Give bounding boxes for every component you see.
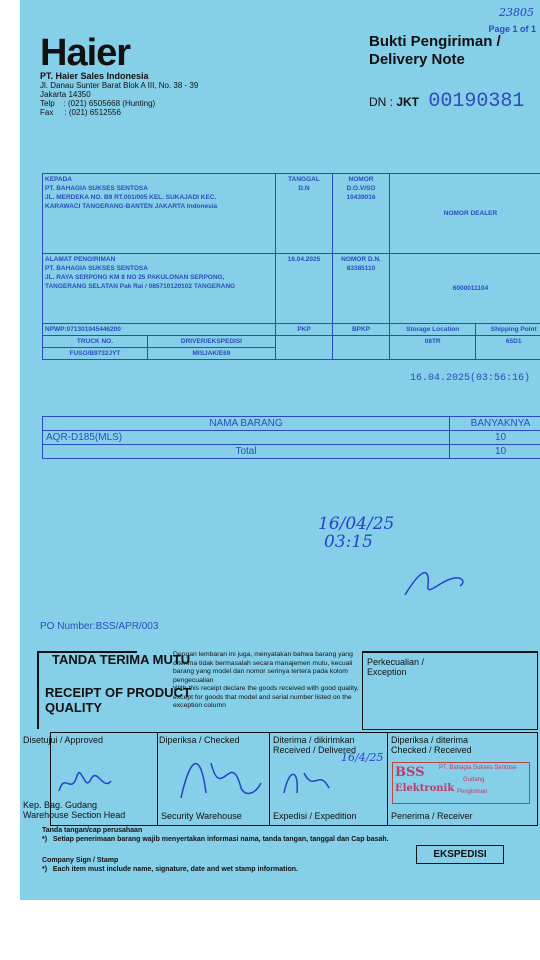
receipt-title-en-2: QUALITY (45, 700, 103, 715)
signature-scribble (400, 560, 470, 600)
truck-driver-cell (43, 336, 276, 360)
shipping-point-value: 65D1 (476, 336, 540, 360)
handwritten-date-time (318, 515, 394, 551)
receipt-text-id: Dengan lembaran ini juga, menyatakan bahwa barang yang diterima tidak bermasalah secara manajemen mutu, kecuali barang yang model dan nomor serinya tertera pada kolom pengecualian (173, 651, 353, 684)
copy-label-ekspedisi: EKSPEDISI (416, 845, 504, 864)
goods-total-value: 10 (450, 445, 540, 459)
dealer-number-value: 6000011104 (390, 254, 540, 324)
footer-line-2: *) Setiap penerimaan barang wajib menyertakan informasi nama, tanda tangan, tanggal dan Cap basah. (42, 836, 389, 843)
footer-notes (42, 826, 389, 874)
dn-number: 00190381 (428, 90, 525, 113)
so-number-value: 10439016 (346, 194, 376, 201)
ship-address-1: JL. RAYA SERPONG KM 8 NO 25 PAKULONAN SERPONG, (45, 274, 225, 281)
dealer-number-header: NOMOR DEALER (390, 174, 540, 254)
title-line-2: Delivery Note (369, 51, 465, 68)
npwp: NPWP:071301945446200 (43, 324, 276, 336)
footer-line-4: *) Each item must include name, signature, date and wet stamp information. (42, 866, 298, 873)
title-line-1: Bukti Pengiriman / (369, 33, 501, 50)
handwritten-time: 03:15 (324, 532, 373, 552)
checked-received-1: Diperiksa / diterima (391, 735, 469, 745)
stamp-bss: BSS (395, 765, 425, 780)
warehouse-label-2: Warehouse Section Head (23, 810, 126, 820)
handwritten-number: 23805 (499, 6, 534, 19)
nomor-dn-label: NOMOR D.N. (341, 256, 381, 263)
exception-box (362, 651, 538, 730)
ship-address-2: TANGERANG SELATAN Pak Rai / 085710120102 TANGERANG (45, 283, 236, 290)
company-address-2: Jakarta 14350 (40, 90, 91, 99)
nomor-label: NOMOR (348, 176, 374, 183)
goods-name-header: NAMA BARANG (43, 417, 450, 431)
goods-item-qty: 10 (450, 431, 540, 445)
shipping-address-cell (43, 254, 276, 324)
dn-label: DN : (369, 95, 393, 109)
security-label: Security Warehouse (161, 811, 242, 821)
po-number: PO Number:BSS/APR/003 (40, 621, 159, 632)
recipient-cell (43, 174, 276, 254)
driver-header: DRIVER/EKSPEDISI (147, 336, 275, 348)
storage-location-header: Storage Location (390, 324, 476, 336)
exception-label-1: Perkecualian / (367, 657, 425, 667)
recipient-name: PT. BAHAGIA SUKSES SENTOSA (45, 185, 148, 192)
checked-label: Diperiksa / Checked (159, 735, 240, 745)
handwritten-received-date: 16/4/25 (341, 751, 384, 764)
truck-header: TRUCK NO. (43, 336, 147, 348)
kepada-label: KEPADA (45, 176, 72, 183)
receipt-title-en-1: RECEIPT OF PRODUCT (45, 685, 191, 700)
goods-qty-header: BANYAKNYA (450, 417, 540, 431)
sig-divider-2 (269, 733, 270, 825)
exception-label (367, 657, 424, 677)
quality-receipt-box (32, 648, 372, 732)
company-stamp (392, 762, 530, 804)
so-number-cell (333, 174, 390, 254)
dn-branch: JKT (396, 95, 420, 109)
checked-received-label (391, 735, 472, 755)
do-so-label: D.O.V/SO (346, 185, 376, 192)
stamp-elektronik: Elektronik (395, 783, 455, 794)
storage-location-value: 08TR (390, 336, 476, 360)
pkp-header: PKP (276, 324, 333, 336)
driver-value: MISJAK/E69 (192, 350, 231, 357)
footer-line-3: Company Sign / Stamp (42, 857, 119, 864)
bpkp-header: BPKP (333, 324, 390, 336)
shipping-point-header: Shipping Point (476, 324, 540, 336)
warehouse-label-1: Kep. Bag. Gudang (23, 800, 98, 810)
expedisi-signature (279, 763, 339, 803)
dn-label-small: D.N (298, 185, 310, 192)
received-label-1: Diterima / dikirimkan (273, 735, 355, 745)
bpkp-value (333, 336, 390, 360)
approved-label: Disetujui / Approved (23, 735, 104, 745)
footer-line-1: Tanda tangan/cap perusahaan (42, 827, 143, 834)
exception-label-2: Exception (367, 667, 407, 677)
dn-date-header (276, 174, 333, 254)
print-timestamp: 16.04.2025(03:56:16) (409, 373, 530, 384)
receipt-title-id: TANDA TERIMA MUTU (52, 652, 191, 667)
recipient-address-1: JL. MERDEKA NO. B9 RT.001/005 KEL. SUKAJADI KEC. (45, 194, 217, 201)
tanggal-label: TANGGAL (288, 176, 320, 183)
receipt-title-en (45, 685, 191, 715)
receipt-text-en: With this receipt declare the goods received with good quality, except for goods that model and serial number listed on the exception column (173, 685, 359, 709)
goods-item-name: AQR-D185(MLS) (43, 431, 450, 445)
warehouse-signature (51, 751, 157, 806)
footer-spacer (42, 844, 389, 856)
expedisi-label: Expedisi / Expedition (273, 811, 357, 821)
recipient-address-2: KARAWACI TANGERANG-BANTEN JAKARTA Indonesia (45, 203, 218, 210)
company-fax: Fax : (021) 6512556 (40, 108, 121, 117)
stamp-company: PT. Bahagia Sukses Sentosa (439, 765, 517, 771)
company-info (40, 72, 198, 117)
page-indicator: Page 1 of 1 (488, 24, 536, 34)
company-address-1: Jl. Danau Sunter Barat Blok A III, No. 38 - 39 (40, 81, 199, 90)
haier-logo: Haier (40, 32, 131, 74)
goods-total-label: Total (43, 445, 450, 459)
nomor-dn-value: 83385110 (346, 265, 376, 272)
security-signature (161, 743, 267, 809)
receipt-bracket-left (37, 651, 39, 729)
checked-received-2: Checked / Received (391, 745, 472, 755)
dn-number-line (369, 90, 524, 113)
ship-label: ALAMAT PENGIRIMAN (45, 256, 116, 263)
sig-divider-1 (157, 733, 158, 825)
ship-name: PT. BAHAGIA SUKSES SENTOSA (45, 265, 148, 272)
dn-number-cell (333, 254, 390, 324)
sig-divider-3 (387, 733, 388, 825)
document-title (369, 33, 501, 69)
delivery-note-sheet (20, 0, 540, 900)
handwritten-date: 16/04/25 (318, 514, 395, 534)
truck-value: FUSO/B9732JYT (43, 348, 147, 360)
dn-date-value: 16.04.2025 (276, 254, 333, 324)
goods-table (42, 416, 540, 459)
stamp-pengiriman: Pengiriman (457, 789, 488, 795)
recipient-info-table (42, 173, 540, 360)
pkp-value (276, 336, 333, 360)
stamp-gudang: Gudang (463, 777, 485, 783)
receiver-label: Penerima / Receiver (391, 811, 473, 821)
received-label-2: Received / Delivered (273, 745, 357, 755)
company-phone: Telp : (021) 6505668 (Hunting) (40, 99, 156, 108)
company-name: PT. Haier Sales Indonesia (40, 71, 149, 81)
